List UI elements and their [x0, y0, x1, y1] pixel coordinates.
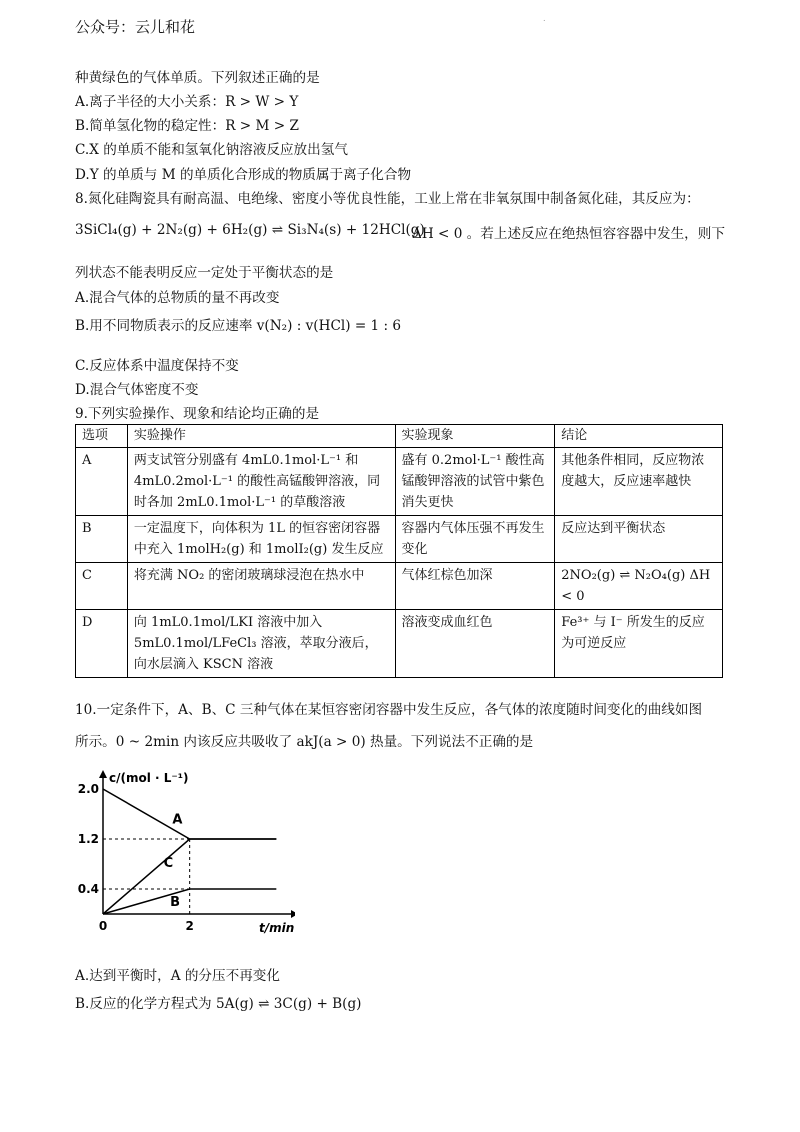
series-label: B — [170, 894, 181, 910]
table-header: 结论 — [555, 425, 723, 448]
table-row — [76, 563, 723, 610]
table-row — [76, 516, 723, 563]
question-8-stem: 8.氮化硅陶瓷具有耐高温、电绝缘、密度小等优良性能，工业上常在非氧氛围中制备氮化硅，其反应为： — [75, 191, 700, 207]
table-row — [76, 610, 723, 678]
experiment-table — [75, 424, 723, 678]
question-8-prompt: 列状态不能表明反应一定处于平衡状态的是 — [75, 265, 334, 281]
table-cell: 一定温度下，向体积为 1L 的恒容密闭容器中充入 1molH₂(g) 和 1molI₂(g) 发生反应 — [127, 516, 395, 563]
concentration-time-chart — [75, 768, 295, 948]
question-10-stem: 10.一定条件下，A、B、C 三种气体在某恒容密闭容器中发生反应，各气体的浓度随时间变化的曲线如图 — [75, 702, 703, 718]
table-header: 实验操作 — [127, 425, 395, 448]
reaction-condition: ΔH < 0 。若上述反应在绝热恒容容器中发生，则下 — [412, 226, 725, 242]
table-cell: D — [76, 610, 128, 678]
table-cell: 容器内气体压强不再发生变化 — [395, 516, 555, 563]
table-cell: 其他条件相同，反应物浓度越大，反应速率越快 — [555, 448, 723, 516]
table-cell: 2NO₂(g) ⇌ N₂O₄(g) ΔH < 0 — [555, 563, 723, 610]
table-header: 选项 — [76, 425, 128, 448]
table-cell: 两支试管分别盛有 4mL0.1mol·L⁻¹ 和 4mL0.2mol·L⁻¹ 的酸性高锰酸钾溶液，同时各加 2mL0.1mol·L⁻¹ 的草酸溶液 — [127, 448, 395, 516]
question-10-stem-cont: 所示。0 ~ 2min 内该反应共吸收了 akJ(a > 0) 热量。下列说法不正确的是 — [75, 734, 534, 750]
x-axis-label: t/min — [259, 921, 295, 935]
table-cell: 气体红棕色加深 — [395, 563, 555, 610]
table-cell: 溶液变成血红色 — [395, 610, 555, 678]
table-row — [76, 448, 723, 516]
option-c: C.X 的单质不能和氢氧化钠溶液反应放出氢气 — [75, 142, 348, 158]
series-label: A — [172, 812, 183, 828]
q8-option-b: B.用不同物质表示的反应速率 v(N₂) : v(HCl) = 1 : 6 — [75, 318, 402, 334]
series-label: C — [163, 856, 174, 872]
y-tick-label: 0.4 — [77, 882, 99, 896]
table-cell: A — [76, 448, 128, 516]
table-cell: 反应达到平衡状态 — [555, 516, 723, 563]
table-cell: C — [76, 563, 128, 610]
table-cell: Fe³⁺ 与 I⁻ 所发生的反应为可逆反应 — [555, 610, 723, 678]
q8-option-a: A.混合气体的总物质的量不再改变 — [75, 290, 280, 306]
option-b: B.简单氢化物的稳定性：R > M > Z — [75, 118, 299, 134]
question-text: 种黄绿色的气体单质。下列叙述正确的是 — [75, 70, 320, 86]
table-cell: B — [76, 516, 128, 563]
y-axis-label: c/(mol · L⁻¹) — [109, 771, 189, 785]
q10-option-b: B.反应的化学方程式为 5A(g) ⇌ 3C(g) + B(g) — [75, 996, 362, 1012]
table-cell: 盛有 0.2mol·L⁻¹ 酸性高锰酸钾溶液的试管中紫色消失更快 — [395, 448, 555, 516]
q8-option-d: D.混合气体密度不变 — [75, 382, 199, 398]
option-d: D.Y 的单质与 M 的单质化合形成的物质属于离子化合物 — [75, 167, 412, 183]
y-tick-label: 1.2 — [77, 832, 99, 846]
y-tick-label: 2.0 — [77, 782, 99, 796]
q8-option-c: C.反应体系中温度保持不变 — [75, 358, 239, 374]
x-axis-arrow — [291, 910, 295, 918]
table-cell: 向 1mL0.1mol/LKI 溶液中加入 5mL0.1mol/LFeCl₃ 溶液，萃取分液后，向水层滴入 KSCN 溶液 — [127, 610, 395, 678]
series-line-A — [103, 789, 276, 839]
y-axis-arrow — [99, 770, 107, 778]
table-header: 实验现象 — [395, 425, 555, 448]
x-tick-label: 0 — [98, 919, 108, 933]
table-header-row — [76, 425, 723, 448]
header-mark: . — [543, 14, 546, 23]
question-9-stem: 9.下列实验操作、现象和结论均正确的是 — [75, 406, 320, 422]
page-header-title: 公众号：云儿和花 — [75, 18, 196, 36]
option-a: A.离子半径的大小关系：R > W > Y — [75, 94, 299, 110]
x-tick-label: 2 — [185, 919, 194, 933]
q10-option-a: A.达到平衡时，A 的分压不再变化 — [75, 968, 280, 984]
table-cell: 将充满 NO₂ 的密闭玻璃球浸泡在热水中 — [127, 563, 395, 610]
reaction-equation: 3SiCl₄(g) + 2N₂(g) + 6H₂(g) ⇌ Si₃N₄(s) + 12HCl(g) — [75, 222, 425, 238]
